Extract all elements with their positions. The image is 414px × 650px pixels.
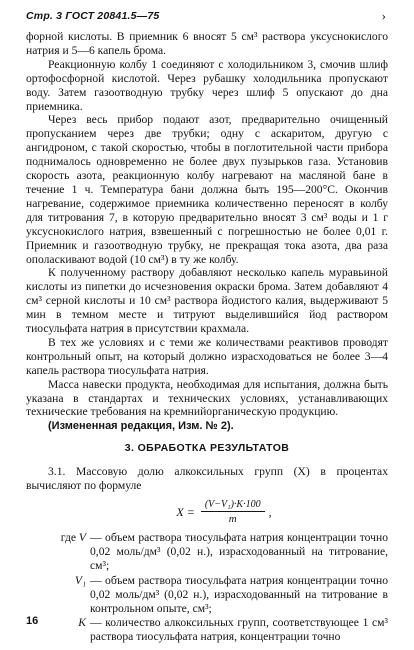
- definition-term: [26, 574, 90, 616]
- paragraph: К полученному раствору добавляют несколько капель муравьиной кислоты из пипетки до исчезновения окраски брома. Затем добавляют 4 см³ серной кислоты и 10 см³ раствора йодистого калия, выдерживают 5 мин в темном месте и титруют выделившийся йод раствором тиосульфата натрия в присутствии крахмала.: [26, 266, 388, 336]
- definitions-list: [26, 531, 388, 644]
- formula-fraction: [201, 499, 265, 525]
- corner-mark: ›: [381, 8, 386, 23]
- definition-text: — объем раствора тиосульфата натрия концентрации точно 0,02 моль/дм³ (0,02 н.), израсходованный на титрование, см³;: [90, 531, 388, 572]
- definition-term: [26, 531, 90, 573]
- definition-prefix: где: [60, 531, 76, 544]
- revision-note: (Измененная редакция, Изм. № 2).: [48, 420, 234, 433]
- paragraph: В тех же условиях и с теми же количествами реактивов проводят контрольный опыт, на который должно израсходоваться не более 3—4 капель раствора тиосульфата натрия.: [26, 335, 388, 377]
- section-title: 3. ОБРАБОТКА РЕЗУЛЬТАТОВ: [124, 442, 290, 455]
- formula-denominator: m: [228, 513, 237, 525]
- paragraph-continued: форной кислоты. В приемник 6 вносят 5 см³ раствора уксуснокислого натрия и 5—6 капель брома.: [26, 30, 388, 57]
- formula-trailing: ,: [268, 504, 272, 519]
- page-header: [26, 8, 388, 30]
- definition-text: — объем раствора тиосульфата натрия концентрации точно 0,02 моль/дм³ (0,02 н.), израсходованный на титрование в контрольном опыте, см³;: [90, 573, 388, 615]
- definition-text: — количество алкоксильных групп, соответствующее 1 см³ раствора тиосульфата натрия, концентрации точно: [90, 616, 388, 644]
- definition-symbol: V: [78, 531, 86, 544]
- formula-lhs: X =: [176, 504, 195, 519]
- formula: [60, 499, 388, 525]
- formula-numerator: (V−V₁)·K·100: [201, 499, 265, 512]
- definition-symbol: K: [78, 616, 86, 630]
- paragraph: Масса навески продукта, необходимая для испытания, должна быть указана в стандартах и технических условиях, устанавливающих технические требования на кремнийорганическую продукцию.: [26, 377, 388, 419]
- revision-note-paragraph: [26, 419, 388, 434]
- body-text: [26, 30, 388, 493]
- definition-symbol: V₁: [74, 573, 86, 587]
- definition-item: [26, 531, 388, 573]
- definition-item: [26, 574, 388, 616]
- running-title: Стр. 3 ГОСТ 20841.5—75: [26, 10, 160, 22]
- clause-3-1: 3.1. Массовую долю алкоксильных групп (X) в процентах вычисляют по формуле: [26, 465, 388, 493]
- definition-item: [26, 616, 388, 644]
- paragraph: Реакционную колбу 1 соединяют с холодильником 3, смочив шлиф ортофосфорной кислотой. Через рубашку холодильника пропускают воду. Затем газоотводную трубку через шлиф 5 опускают до дна приемника.: [26, 57, 388, 113]
- page-number: 16: [26, 615, 39, 627]
- paragraph: Через весь прибор подают азот, предварительно очищенный пропусканием через две трубки; одну с аскаритом, другую с ангидроном, с такой скоростью, чтобы в поглотительной части прибора поднималось одновременно не более двух пузырьков газа. Установив скорость азота, реакционную колбу нагревают на масляной бане в течение 1 ч. Температура бани должна быть 195—200°С. Окончив нагревание, содержимое приемника количественно переносят в колбу для титрования 7, в которую предварительно вносят 3 см³ воды и 1 г уксуснокислого натрия, взвешенный с погрешностью не более 0,01 г. Приемник и газоотводную трубку, не прекращая тока азота, два раза ополаскивают водой (10 см³) в ту же колбу.: [26, 113, 388, 266]
